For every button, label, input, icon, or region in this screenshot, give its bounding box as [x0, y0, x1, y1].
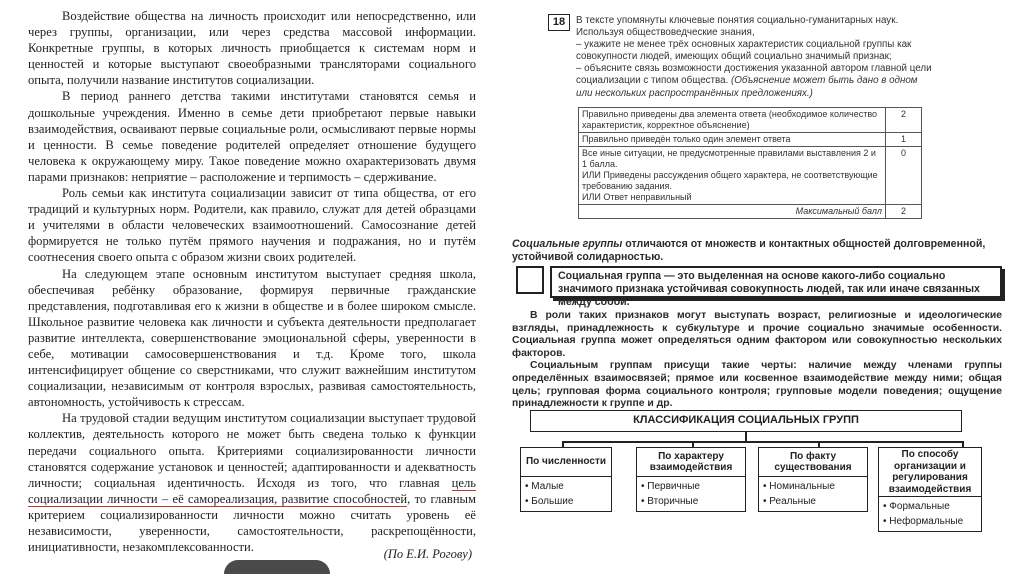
- list-item: • Первичные: [641, 479, 741, 494]
- body-paragraph: Социальным группам присущи такие черты: наличие между членами группы определённых взаимосвязей; прямое или косвенное взаимодействие между ними; общая цель; групповая форма социального контроля; групповые модели поведения; ощущение принадлежности к группе и др.: [512, 360, 1002, 410]
- question-line: [576, 63, 934, 99]
- paragraph-5: [28, 410, 476, 555]
- paragraph-3: Роль семьи как института социализации зависит от типа общества, от его традиций и культурных норм. Родители, как правило, служат для детей образцами и учителями в области человеческих взаимоотношений. Самосознание детей формируется не только путём прямого научения и подражания, но и путём соотнесения своего опыта с образом жизни своих родителей.: [28, 186, 476, 265]
- paragraph-2: В период раннего детства такими институтами становятся семья и дошкольные учреждения. Именно в семье дети приобретают первые навыки взаимодействия, осваивают первые социальные роли, осмысливают первые нормы и ценности. В семье поведение родителей определяет отношение будущего человека к окружающему миру. Такое поведение можно охарактеризовать двумя парами признаков: неприятие – расположение и терпимость – сдерживание.: [28, 89, 476, 184]
- category-items: [758, 477, 868, 512]
- max-score-label: Максимальный балл: [579, 205, 886, 219]
- question-line: – укажите не менее трёх основных характеристик социальной группы как совокупности людей, имеющих общий социально значимый признак;: [576, 39, 912, 63]
- category-head: По факту существования: [758, 447, 868, 477]
- category-by-interaction: [636, 447, 746, 512]
- criterion-cell: Правильно приведены два элемента ответа (необходимое количество характеристик, корректное объяснение): [579, 108, 886, 133]
- table-row: [579, 133, 922, 147]
- category-head: По характеру взаимодействия: [636, 447, 746, 477]
- groups-body: [512, 310, 1002, 411]
- question-line: Используя обществоведческие знания,: [576, 27, 755, 39]
- intro-text: отличаются от множеств и контактных общностей долговременной, устойчивой солидарностью.: [512, 238, 986, 264]
- question-line: В тексте упомянуты ключевые понятия социально-гуманитарных наук.: [576, 15, 899, 26]
- table-row: [579, 108, 922, 133]
- list-item: • Неформальные: [883, 514, 977, 529]
- category-items: [878, 497, 982, 532]
- category-items: [520, 477, 612, 512]
- source-attribution: (По Е.И. Рогову): [383, 547, 472, 561]
- points-cell: 2: [886, 108, 922, 133]
- category-head: По способу организации и регулирования взаимодействия: [878, 447, 982, 497]
- definition-box: [516, 266, 1004, 309]
- paragraph-5-end: , то главным критерием социализированности личности можно считать уровень её независимости, уверенности, самостоятельности, раскрепощённости, инициативности, незакомплексованности.: [28, 491, 476, 555]
- paragraph-1: Воздействие общества на личность происходит или непосредственно, или через группы, организации, или через средства массовой информации. Конкретные группы, в которых личность приобщается к системам норм и ценностей и которые выступают своеобразными трансляторами социального опыта, получили название институтов социализации.: [28, 9, 476, 88]
- table-row: [579, 205, 922, 219]
- list-item: • Малые: [525, 479, 607, 494]
- underlined-main-goal: цель социализации личности – её самореализация, развитие способностей: [28, 475, 476, 506]
- diagram-title: КЛАССИФИКАЦИЯ СОЦИАЛЬНЫХ ГРУПП: [530, 410, 962, 432]
- definition-text: Социальная группа — это выделенная на основе какого-либо социально значимого признака устойчивая совокупность людей, так или иначе связанных между собой.: [550, 266, 1002, 298]
- scoring-table: [578, 107, 922, 219]
- connector-line: [562, 441, 962, 443]
- page-handle[interactable]: [224, 560, 330, 574]
- list-item: • Реальные: [763, 494, 863, 509]
- category-items: [636, 477, 746, 512]
- intro-term: Социальные группы: [512, 238, 623, 250]
- body-paragraph: В роли таких признаков могут выступать возраст, религиозные и идеологические взгляды, принадлежность к субкультуре и прочие социально значимые особенности. Социальная группа может определяться одним фактором или совокупностью нескольких факторов.: [512, 310, 1002, 359]
- category-by-existence: [758, 447, 868, 512]
- classification-diagram: [512, 410, 1012, 540]
- paragraph-4: На следующем этапе основным институтом выступает средняя школа, обеспечивая ребёнку образование, формируя первичные гражданские представления, подготавливая его к жизни в обществе и в более широком смысле. Школьное развитие человека как личности и субъекта деятельности предполагает развитие интеллекта, совершенствование эмоциональной сферы, уверенности в себе, мотивации самосовершенствования и т.д. Кроме того, школа интенсифицирует общение со сверстниками, что служит важнейшим институтом социализации, независимым от контроля взрослых, развивая самостоятельность, автономность, устойчивость к стрессам.: [28, 266, 476, 410]
- criterion-line: ИЛИ Ответ неправильный: [582, 192, 692, 202]
- criterion-cell: Правильно приведён только один элемент ответа: [579, 133, 886, 147]
- category-by-organization: [878, 447, 982, 532]
- list-item: • Большие: [525, 494, 607, 509]
- points-cell: 0: [886, 147, 922, 205]
- criterion-cell: [579, 147, 886, 205]
- list-item: • Вторичные: [641, 494, 741, 509]
- question-note: (Объяснение может быть дано в одном или нескольких распространённых предложениях.): [576, 75, 918, 99]
- table-row: [579, 147, 922, 205]
- paragraph-5-start: На трудовой стадии ведущим институтом социализации выступает трудовой коллектив, деятельность которого не может быть сведена только к функции передачи социального опыта. Критериями социализированности личности становятся содержание установок и ценностей; адаптированности и адекватность личности; социальная идентичность. Исходя из того, что главная: [28, 411, 476, 490]
- category-by-size: [520, 447, 612, 512]
- definition-icon: [516, 266, 544, 294]
- criterion-line: Все иные ситуации, не предусмотренные правилами выставления 2 и 1 балла.: [582, 148, 876, 169]
- groups-intro: [512, 238, 1002, 264]
- question-text: [576, 15, 934, 100]
- left-page: [28, 8, 476, 574]
- criterion-line: ИЛИ Приведены рассуждения общего характера, не соответствующие требованию задания.: [582, 170, 878, 191]
- max-score-value: 2: [886, 205, 922, 219]
- list-item: • Формальные: [883, 499, 977, 514]
- list-item: • Номинальные: [763, 479, 863, 494]
- question-line-text: – объясните связь возможности достижения указанной автором главной цели социализации с типом общества.: [576, 63, 932, 87]
- question-number: 18: [548, 14, 570, 31]
- points-cell: 1: [886, 133, 922, 147]
- right-page: [512, 10, 1012, 570]
- category-head: По численности: [520, 447, 612, 477]
